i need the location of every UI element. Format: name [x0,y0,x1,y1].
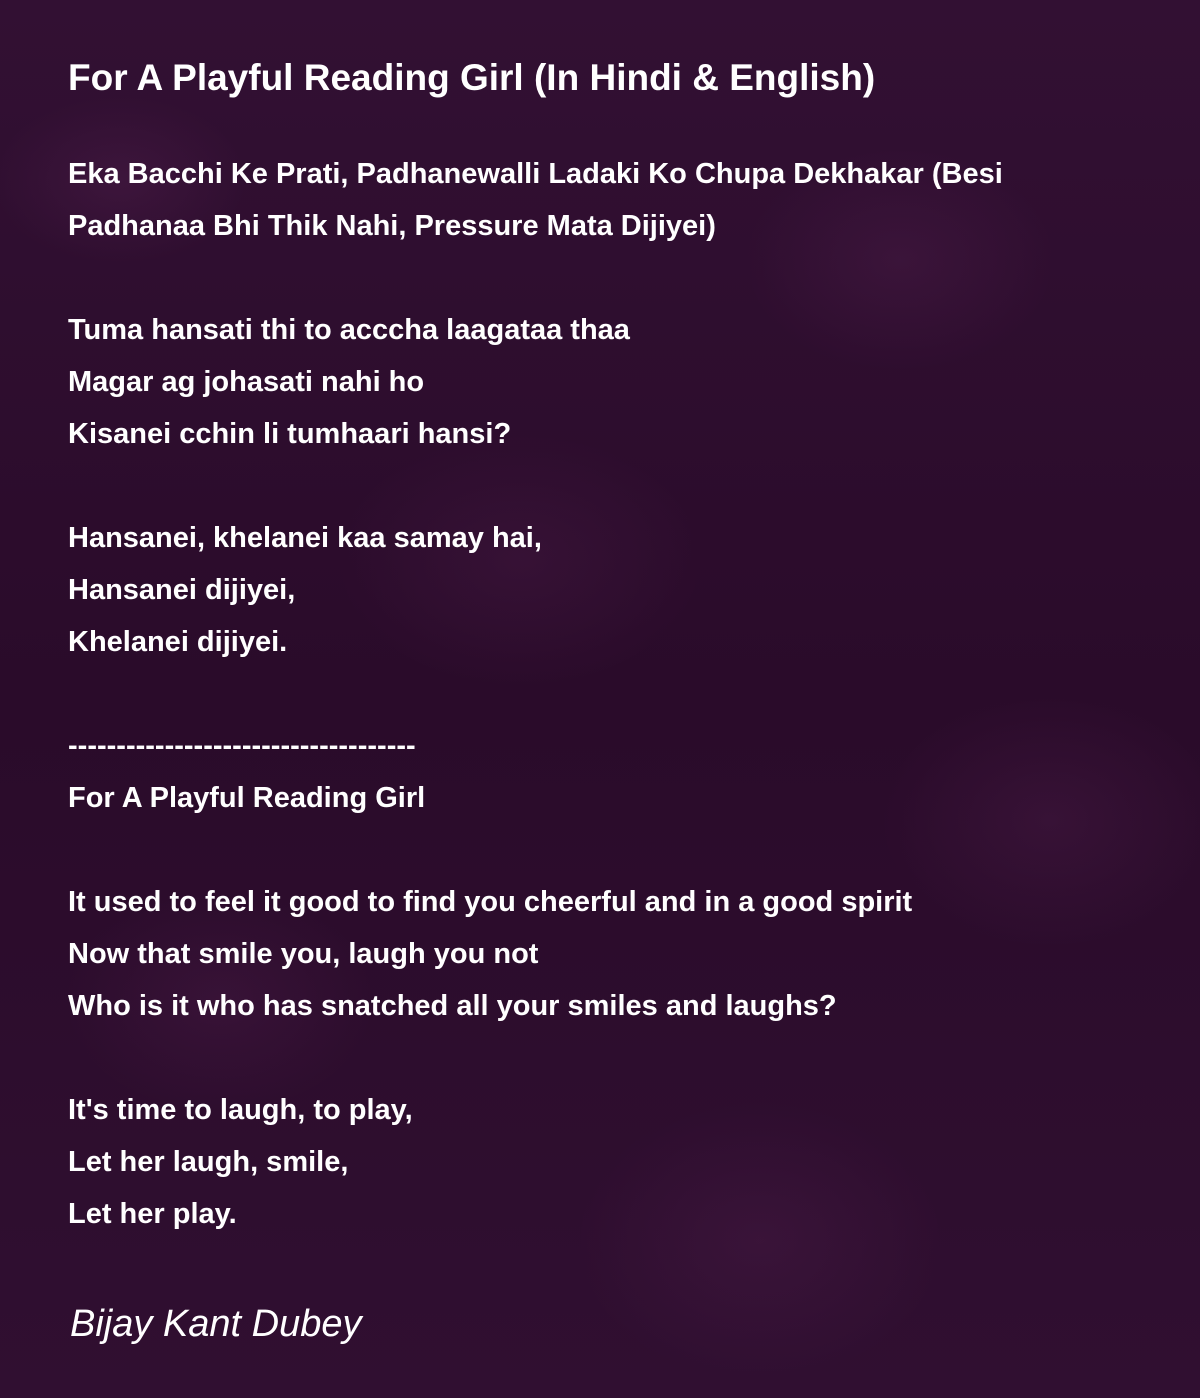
separator-line: ------------------------------------ [68,730,416,762]
english-title-line: For A Playful Reading Girl [68,782,426,814]
poem-line: Hansanei dijiyei, [68,574,296,606]
stanza-intro [68,148,1132,252]
poem-line: It used to feel it good to find you cheerful and in a good spirit [68,886,913,918]
stanza-separator [68,720,1132,824]
poem-line: Magar ag johasati nahi ho [68,366,425,398]
stanza-english-1 [68,876,1132,1032]
stanza-hindi-1 [68,304,1132,460]
poem-line: Let her laugh, smile, [68,1146,349,1178]
stanza-hindi-2 [68,512,1132,668]
stanza-english-2 [68,1084,1132,1240]
poem-title: For A Playful Reading Girl (In Hindi & English) [68,57,876,98]
poem-line: Hansanei, khelanei kaa samay hai, [68,522,542,554]
poem-line: Khelanei dijiyei. [68,626,288,658]
poem-line: Eka Bacchi Ke Prati, Padhanewalli Ladaki Ko Chupa Dekhakar (Besi Padhanaa Bhi Thik Nahi, Pressure Mata Dijiyei) [68,158,1003,242]
poem-line: Kisanei cchin li tumhaari hansi? [68,418,512,450]
poem-line: Tuma hansati thi to acccha laagataa thaa [68,314,630,346]
author-name: Bijay Kant Dubey [70,1303,362,1345]
poem-line: Now that smile you, laugh you not [68,938,539,970]
poem-line: Let her play. [68,1198,237,1230]
poem-body [68,148,1132,1240]
poem-line: Who is it who has snatched all your smiles and laughs? [68,990,837,1022]
poem-line: It's time to laugh, to play, [68,1094,413,1126]
